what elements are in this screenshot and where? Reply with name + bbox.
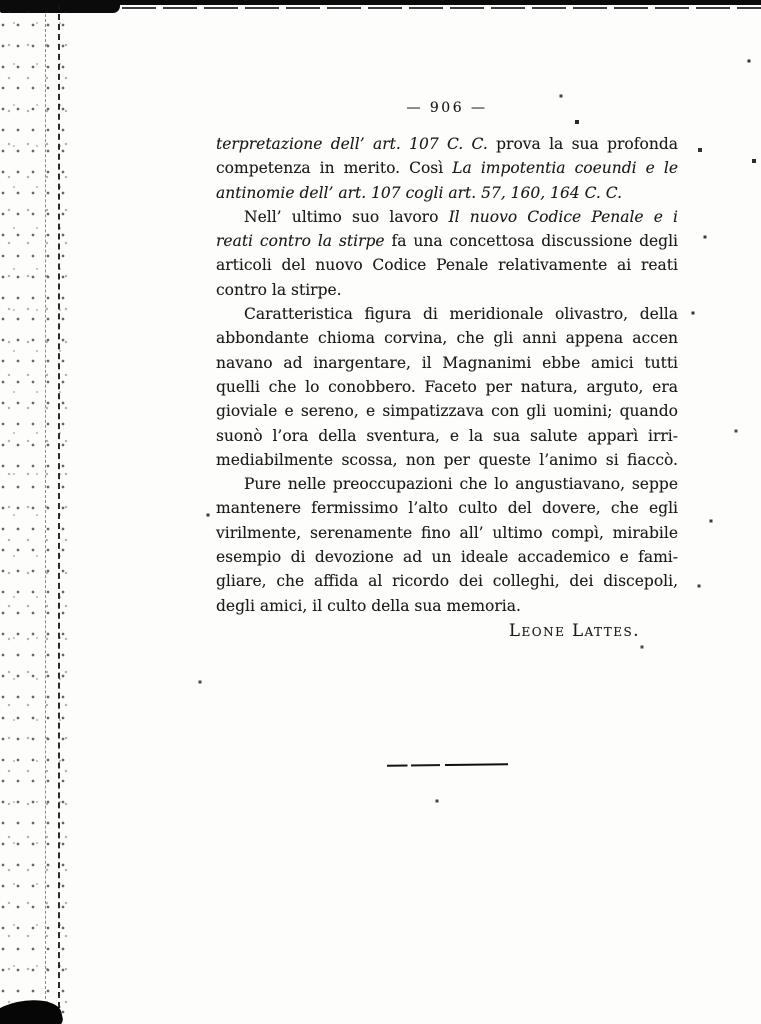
author-signature: Leone Lattes. — [509, 620, 640, 640]
text-block — [216, 100, 678, 643]
text-run: articoli del nuovo Codice Penale relativamente ai reati — [216, 256, 678, 275]
italic-text-run: Il nuovo Codice Penale e i — [448, 207, 678, 226]
binding-edge-line-faint — [45, 14, 46, 1014]
text-run: esempio di devozione ad un ideale accademico e fami- — [216, 548, 678, 567]
italic-text-run: La impotentia coeundi e le — [452, 159, 678, 178]
text-line — [216, 521, 678, 545]
text-run: gioviale e sereno, e simpatizzava con gli uomini; quando — [216, 402, 678, 421]
text-run: prova la sua profonda — [496, 135, 678, 153]
text-line — [216, 181, 678, 205]
text-run: Pure nelle preoccupazioni che lo angustiavano, seppe — [244, 475, 678, 494]
text-line — [216, 229, 678, 253]
text-line — [216, 351, 678, 375]
italic-text-run: terpretazione dell’ art. 107 C. C. — [216, 135, 497, 153]
text-run: Caratteristica figura di meridionale olivastro, della — [244, 305, 678, 324]
text-line — [216, 448, 678, 472]
scan-top-edge-line — [122, 7, 761, 9]
page-number: — 906 — — [406, 100, 488, 116]
text-line — [216, 569, 678, 593]
binding-edge-line — [58, 4, 60, 1018]
italic-text-run: antinomie dell’ art. 107 cogli art. 57, 160, 164 C. C. — [216, 183, 623, 202]
text-run: contro la stirpe. — [216, 280, 342, 299]
text-line — [216, 375, 678, 399]
text-line — [216, 156, 678, 180]
body-text — [216, 132, 678, 618]
scan-specks — [0, 0, 2, 2]
text-run: suonò l’ora della sventura, e la sua salute apparì irri- — [216, 426, 678, 445]
text-line — [216, 302, 678, 326]
italic-text-run: reati contro la stirpe — [216, 232, 392, 251]
binding-noise-strip — [0, 0, 74, 1024]
footer-rule — [387, 763, 508, 766]
text-run: abbondante chioma corvina, che gli anni appena accen — [216, 329, 678, 348]
text-line — [216, 326, 678, 350]
text-line — [216, 472, 678, 496]
text-line — [216, 132, 678, 156]
text-run: quelli che lo conobbero. Faceto per natura, arguto, era — [216, 377, 678, 396]
text-run: mediabilmente scossa, non per queste l’animo si fiaccò. — [216, 450, 678, 469]
text-run: fa una concettosa discussione degli — [391, 232, 679, 251]
text-line — [216, 545, 678, 569]
text-run: virilmente, serenamente fino all’ ultimo compì, mirabile — [216, 523, 678, 542]
text-run: mantenere fermissimo l’alto culto del dovere, che egli — [216, 499, 678, 518]
text-run: navano ad inargentare, il Magnanimi ebbe amici tutti — [216, 353, 678, 372]
text-run: competenza in merito. Così — [216, 159, 453, 178]
text-run: degli amici, il culto della sua memoria. — [216, 596, 521, 615]
text-line — [216, 594, 678, 618]
text-run: Nell’ ultimo suo lavoro — [244, 207, 449, 226]
text-line — [216, 253, 678, 277]
text-run: gliare, che affida al ricordo dei colleghi, dei discepoli, — [216, 572, 678, 591]
text-line — [216, 278, 678, 302]
text-line — [216, 424, 678, 448]
text-line — [216, 399, 678, 423]
text-line — [216, 205, 678, 229]
text-line — [216, 496, 678, 520]
